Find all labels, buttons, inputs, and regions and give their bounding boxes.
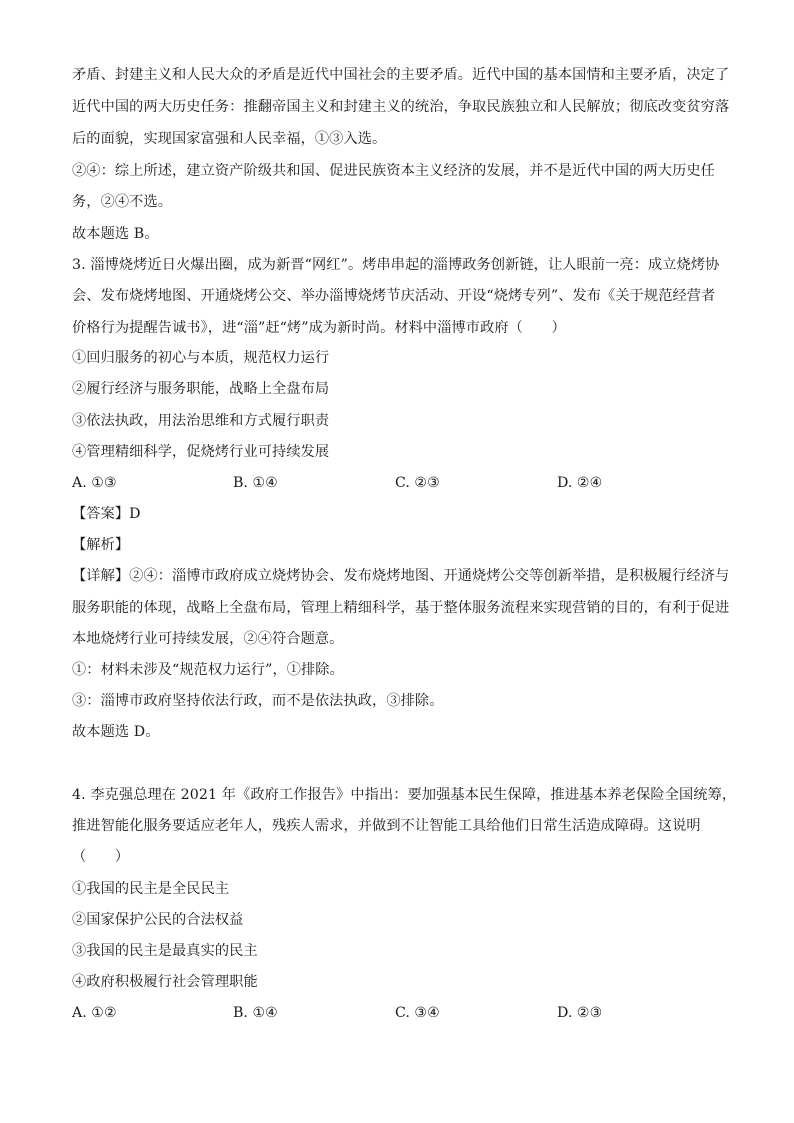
q3-option-b: B. ①④ (233, 475, 278, 491)
q3-detail-line-1: 【详解】②④：淄博市政府成立烧烤协会、发布烧烤地图、开通烧烤公交等创新举措，是积极履行经济与 (72, 568, 730, 584)
q3-analysis-heading: 【解析】 (72, 537, 130, 553)
q3-stem-line-3: 价格行为提醒告诚书》，进“淄”赶“烤”成为新时尚。材料中淄博市政府（ ） (72, 320, 566, 336)
q2-analysis-line-4: ②④：综上所述，建立资产阶级共和国、促进民族资本主义经济的发展，并不是近代中国的两大历史任 (72, 163, 715, 179)
q4-option-d: D. ②③ (557, 1005, 603, 1021)
q2-analysis-line-1: 矛盾、封建主义和人民大众的矛盾是近代中国社会的主要矛盾。近代中国的基本国情和主要矛盾，决定了 (72, 67, 730, 83)
q4-stem-line-2: 推进智能化服务要适应老年人，残疾人需求，并做到不让智能工具给他们日常生活造成障碍。这说明 (72, 818, 701, 834)
q4-item-4: ④政府积极履行社会管理职能 (72, 974, 258, 990)
q4-option-a: A. ①② (72, 1005, 117, 1021)
q3-item-3: ③依法执政，用法治思维和方式履行职责 (72, 413, 330, 429)
q4-stem-line-3: （ ） (72, 849, 130, 865)
q3-item-1: ①回归服务的初心与本质，规范权力运行 (72, 350, 330, 366)
q2-analysis-line-2: 近代中国的两大历史任务：推翻帝国主义和封建主义的统治，争取民族独立和人民解放；彻底改变贫穷落 (72, 99, 730, 115)
q3-option-c: C. ②③ (395, 475, 440, 491)
q2-analysis-line-3: 后的面貌，实现国家富强和人民幸福，①③入选。 (72, 131, 387, 147)
q4-item-3: ③我国的民主是最真实的民主 (72, 943, 258, 959)
q2-analysis-line-5: 务，②④不选。 (72, 194, 173, 210)
q3-answer: 【答案】D (72, 506, 141, 522)
q3-conclusion: 故本题选 D。 (72, 724, 160, 740)
q2-conclusion: 故本题选 B。 (72, 226, 159, 242)
q4-option-b: B. ①④ (233, 1005, 278, 1021)
q3-item-2: ②履行经济与服务职能，战略上全盘布局 (72, 381, 330, 397)
q4-item-2: ②国家保护公民的合法权益 (72, 912, 244, 928)
q4-option-c: C. ③④ (395, 1005, 440, 1021)
q3-option-d: D. ②④ (557, 475, 603, 491)
q3-detail-line-5: ③：淄博市政府坚持依法行政，而不是依法执政，③排除。 (72, 693, 444, 709)
q3-detail-line-4: ①：材料未涉及“规范权力运行”，①排除。 (72, 662, 344, 678)
q4-item-1: ①我国的民主是全民民主 (72, 881, 230, 897)
q3-stem-line-1: 3. 淄博烧烤近日火爆出圈，成为新晋“网红”。烤串串起的淄博政务创新链，让人眼前一亮：成立烧烤协 (72, 257, 720, 273)
q3-stem-line-2: 会、发布烧烤地图、开通烧烤公交、举办淄博烧烤节庆活动、开设“烧烤专列”、发布《关于规范经营者 (72, 288, 716, 304)
q3-detail-line-2: 服务职能的体现，战略上全盘布局，管理上精细科学，基于整体服务流程来实现营销的目的，有利于促进 (72, 600, 730, 616)
q3-item-4: ④管理精细科学，促烧烤行业可持续发展 (72, 444, 330, 460)
q4-stem-line-1: 4. 李克强总理在 2021 年《政府工作报告》中指出：要加强基本民生保障，推进基本养老保险全国统筹， (72, 787, 737, 803)
q3-option-a: A. ①③ (72, 475, 117, 491)
q3-detail-line-3: 本地烧烤行业可持续发展，②④符合题意。 (72, 631, 344, 647)
